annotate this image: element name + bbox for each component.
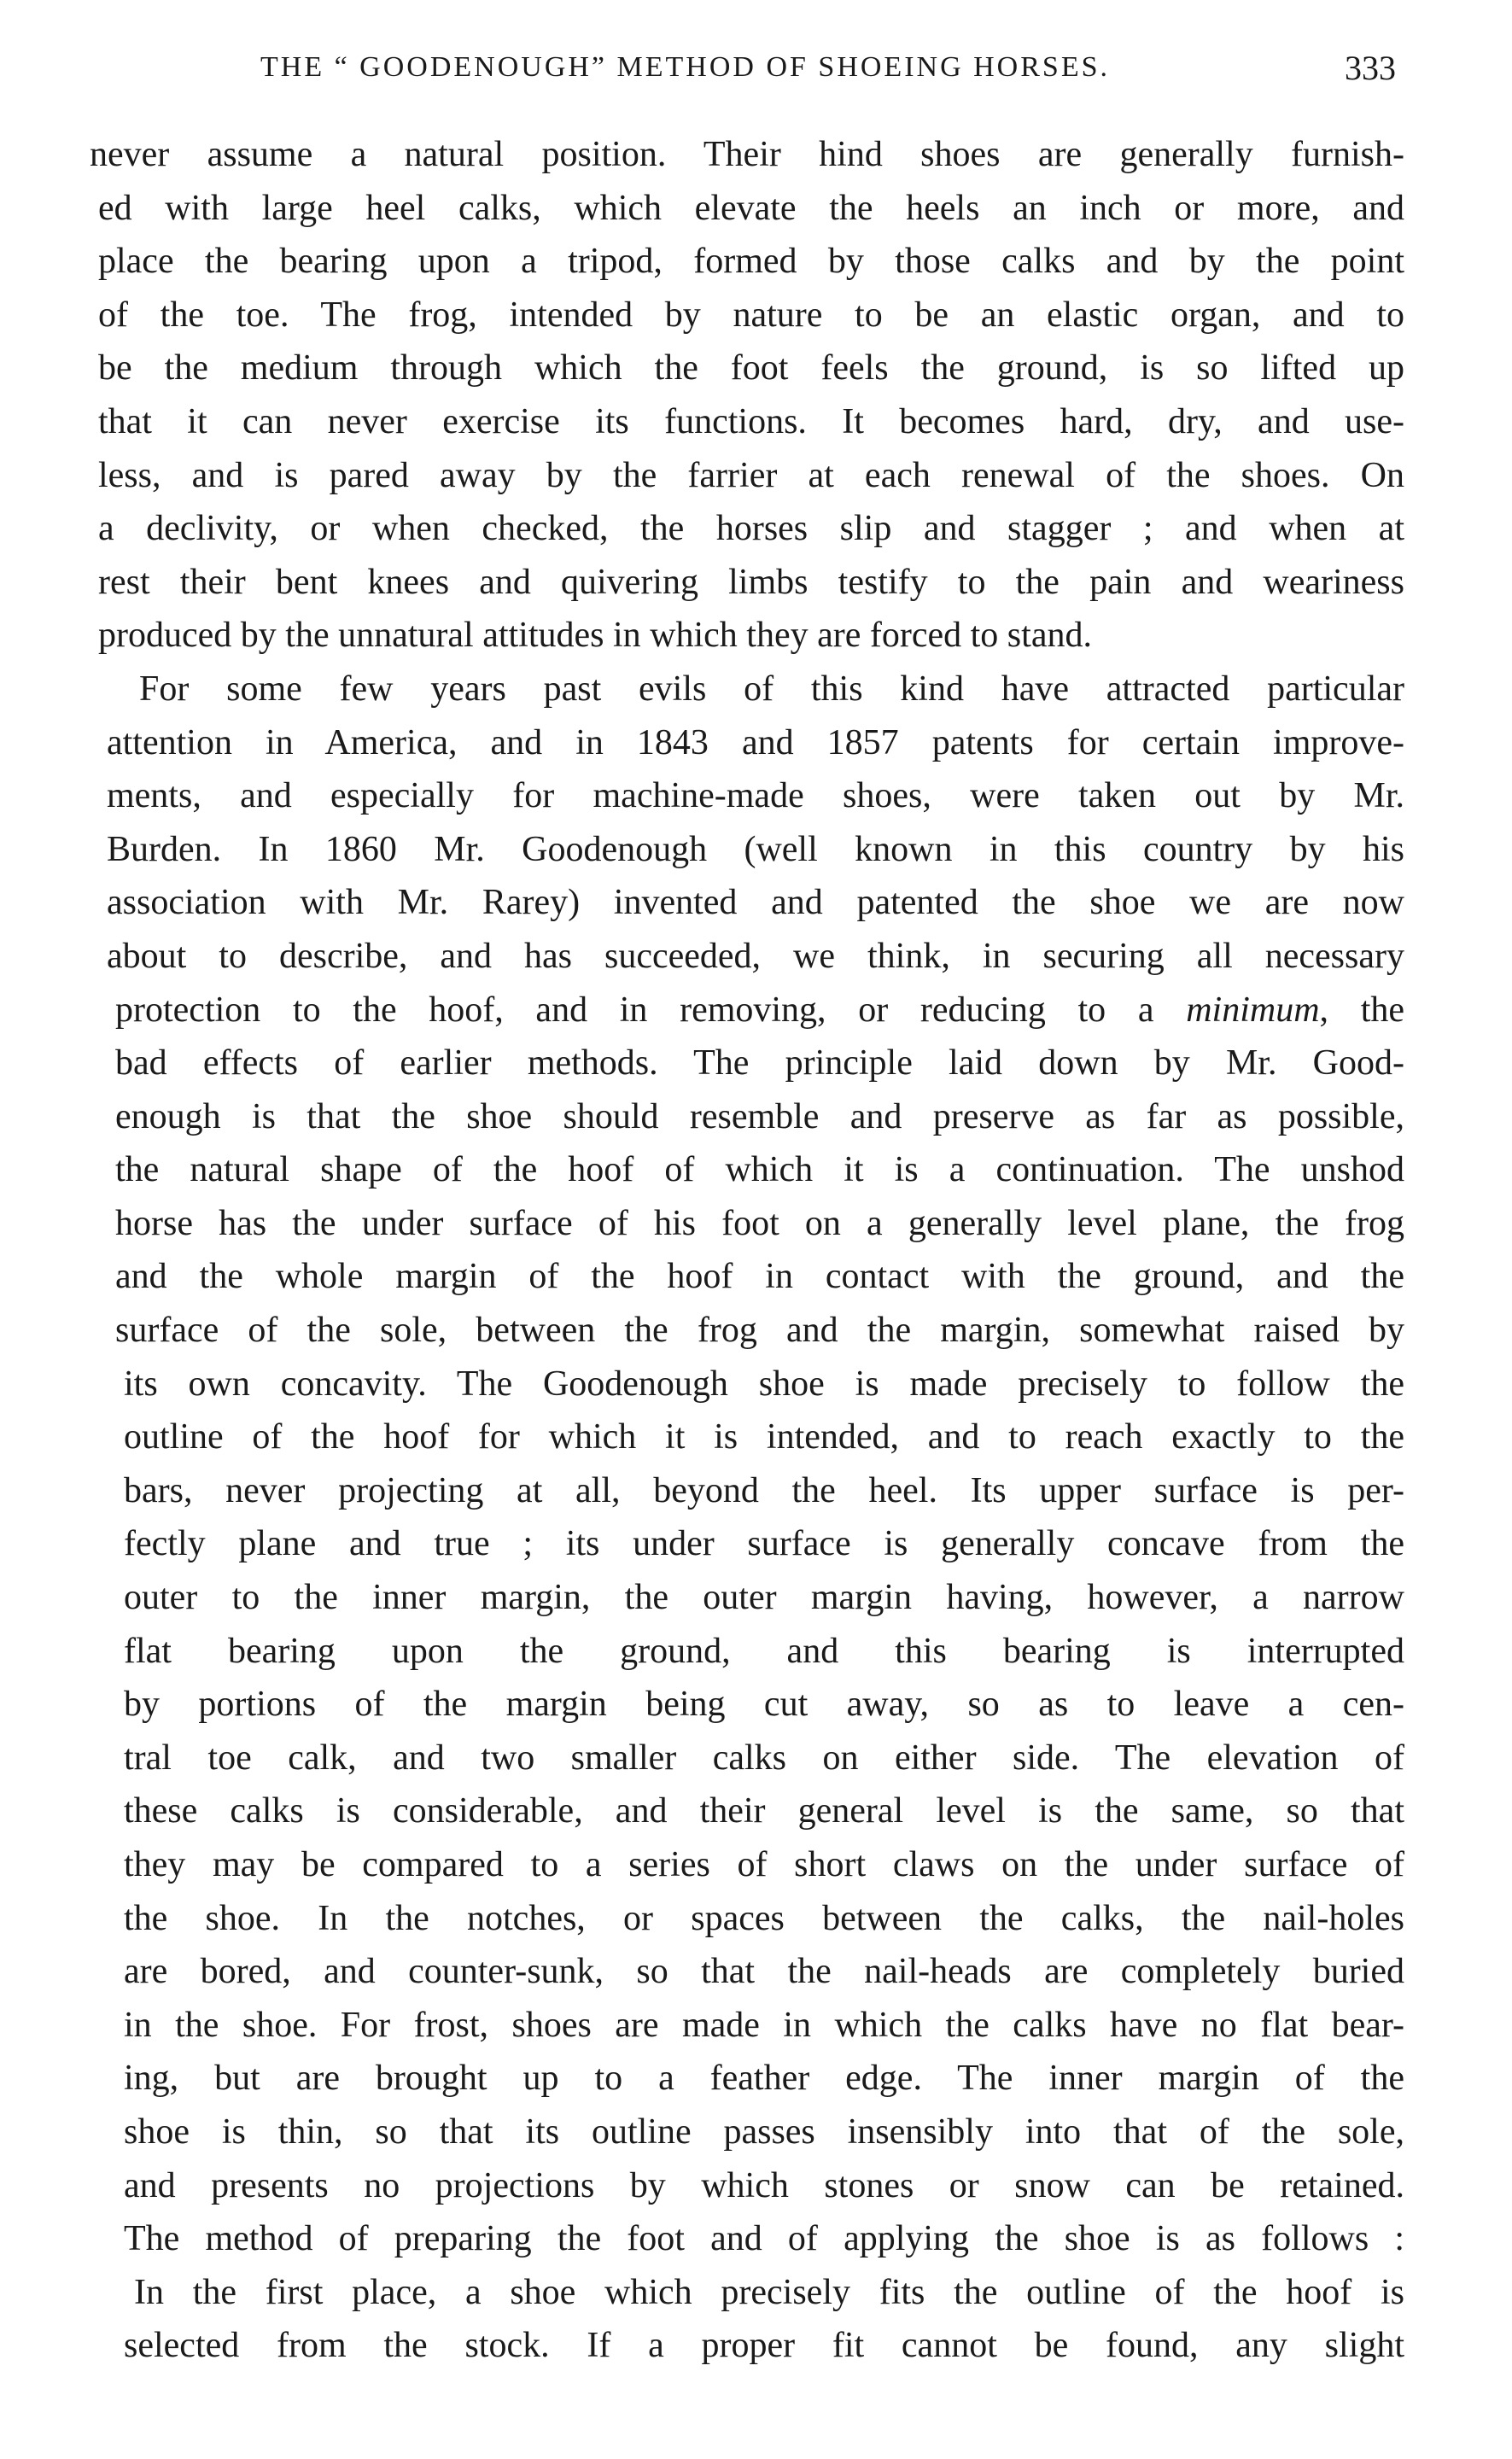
page-number: 333 bbox=[1345, 49, 1396, 87]
text-line: and presents no projections by which stones or snow can be retained. bbox=[124, 2165, 1404, 2205]
text-line: enough is that the shoe should resemble and preserve as far as possible, bbox=[115, 1096, 1404, 1136]
text-line: about to describe, and has succeeded, we think, in securing all necessary bbox=[107, 936, 1404, 976]
text-line: they may be compared to a series of short claws on the under surface of bbox=[124, 1845, 1404, 1884]
text-line: The method of preparing the foot and of applying the shoe is as follows : bbox=[124, 2219, 1404, 2259]
text-line: the natural shape of the hoof of which it is a continuation. The unshod bbox=[115, 1150, 1404, 1190]
text-line: horse has the under surface of his foot on a generally level plane, the frog bbox=[115, 1203, 1404, 1243]
running-header bbox=[90, 51, 1404, 102]
text-line: by portions of the margin being cut away, so as to leave a cen- bbox=[124, 1685, 1404, 1725]
text-line: In the first place, a shoe which precisely fits the outline of the hoof is bbox=[134, 2272, 1404, 2312]
text-line: ed with large heel calks, which elevate the heels an inch or more, and bbox=[98, 188, 1404, 228]
text-line: these calks is considerable, and their general level is the same, so that bbox=[124, 1791, 1404, 1831]
text-line: be the medium through which the foot feels the ground, is so lifted up bbox=[98, 348, 1404, 388]
text-line: its own concavity. The Goodenough shoe is made precisely to follow the bbox=[124, 1364, 1404, 1404]
text-line: outer to the inner margin, the outer margin having, however, a narrow bbox=[124, 1578, 1404, 1618]
body-text bbox=[90, 128, 1404, 2373]
text-line: flat bearing upon the ground, and this bearing is interrupted bbox=[124, 1631, 1404, 1671]
line-text: protection to the hoof, and in removing, or reducing to a bbox=[115, 990, 1154, 1030]
text-line: surface of the sole, between the frog and the margin, somewhat raised by bbox=[115, 1311, 1404, 1351]
text-line: ing, but are brought up to a feather edge. The inner margin of the bbox=[124, 2059, 1404, 2099]
text-line: outline of the hoof for which it is intended, and to reach exactly to the bbox=[124, 1417, 1404, 1457]
line-text: , the bbox=[1319, 990, 1404, 1030]
emphasized-word: minimum bbox=[1186, 990, 1320, 1030]
text-line: that it can never exercise its functions. It becomes hard, dry, and use- bbox=[98, 401, 1404, 441]
text-line: produced by the unnatural attitudes in which they are forced to stand. bbox=[98, 616, 1092, 656]
text-line: never assume a natural position. Their hind shoes are generally furnish- bbox=[90, 135, 1404, 174]
text-line: less, and is pared away by the farrier at each renewal of the shoes. On bbox=[98, 455, 1404, 495]
text-line: ments, and especially for machine-made shoes, were taken out by Mr. bbox=[107, 776, 1404, 816]
text-line: shoe is thin, so that its outline passes insensibly into that of the sole, bbox=[124, 2111, 1404, 2152]
text-line: selected from the stock. If a proper fit cannot be found, any slight bbox=[124, 2326, 1404, 2366]
text-line: association with Mr. Rarey) invented and patented the shoe we are now bbox=[107, 883, 1404, 923]
text-line: of the toe. The frog, intended by nature to be an elastic organ, and to bbox=[98, 295, 1404, 335]
paragraph-first-line: For some few years past evils of this kind have attracted particular bbox=[139, 669, 1404, 709]
text-line: and the whole margin of the hoof in contact with the ground, and the bbox=[115, 1257, 1404, 1297]
text-line: rest their bent knees and quivering limbs testify to the pain and weariness bbox=[98, 562, 1404, 602]
text-line: Burden. In 1860 Mr. Goodenough (well known in this country by his bbox=[107, 829, 1404, 869]
text-line: attention in America, and in 1843 and 1857 patents for certain improve- bbox=[107, 722, 1404, 762]
text-line: in the shoe. For frost, shoes are made in which the calks have no flat bear- bbox=[124, 2005, 1404, 2045]
text-line: bad effects of earlier methods. The principle laid down by Mr. Good- bbox=[115, 1043, 1404, 1083]
text-line: place the bearing upon a tripod, formed by those calks and by the point bbox=[98, 242, 1404, 282]
text-line: are bored, and counter-sunk, so that the nail-heads are completely buried bbox=[124, 1952, 1404, 1992]
text-line: tral toe calk, and two smaller calks on either side. The elevation of bbox=[124, 1738, 1404, 1778]
running-title: THE “ GOODENOUGH” METHOD OF SHOEING HORSES. bbox=[260, 51, 1111, 83]
text-line: fectly plane and true ; its under surface is generally concave from the bbox=[124, 1524, 1404, 1564]
text-line: the shoe. In the notches, or spaces between the calks, the nail-holes bbox=[124, 1898, 1404, 1938]
text-line: bars, never projecting at all, beyond the heel. Its upper surface is per- bbox=[124, 1470, 1404, 1510]
text-line: a declivity, or when checked, the horses slip and stagger ; and when at bbox=[98, 509, 1404, 549]
text-line-with-emphasis bbox=[90, 984, 1404, 1037]
